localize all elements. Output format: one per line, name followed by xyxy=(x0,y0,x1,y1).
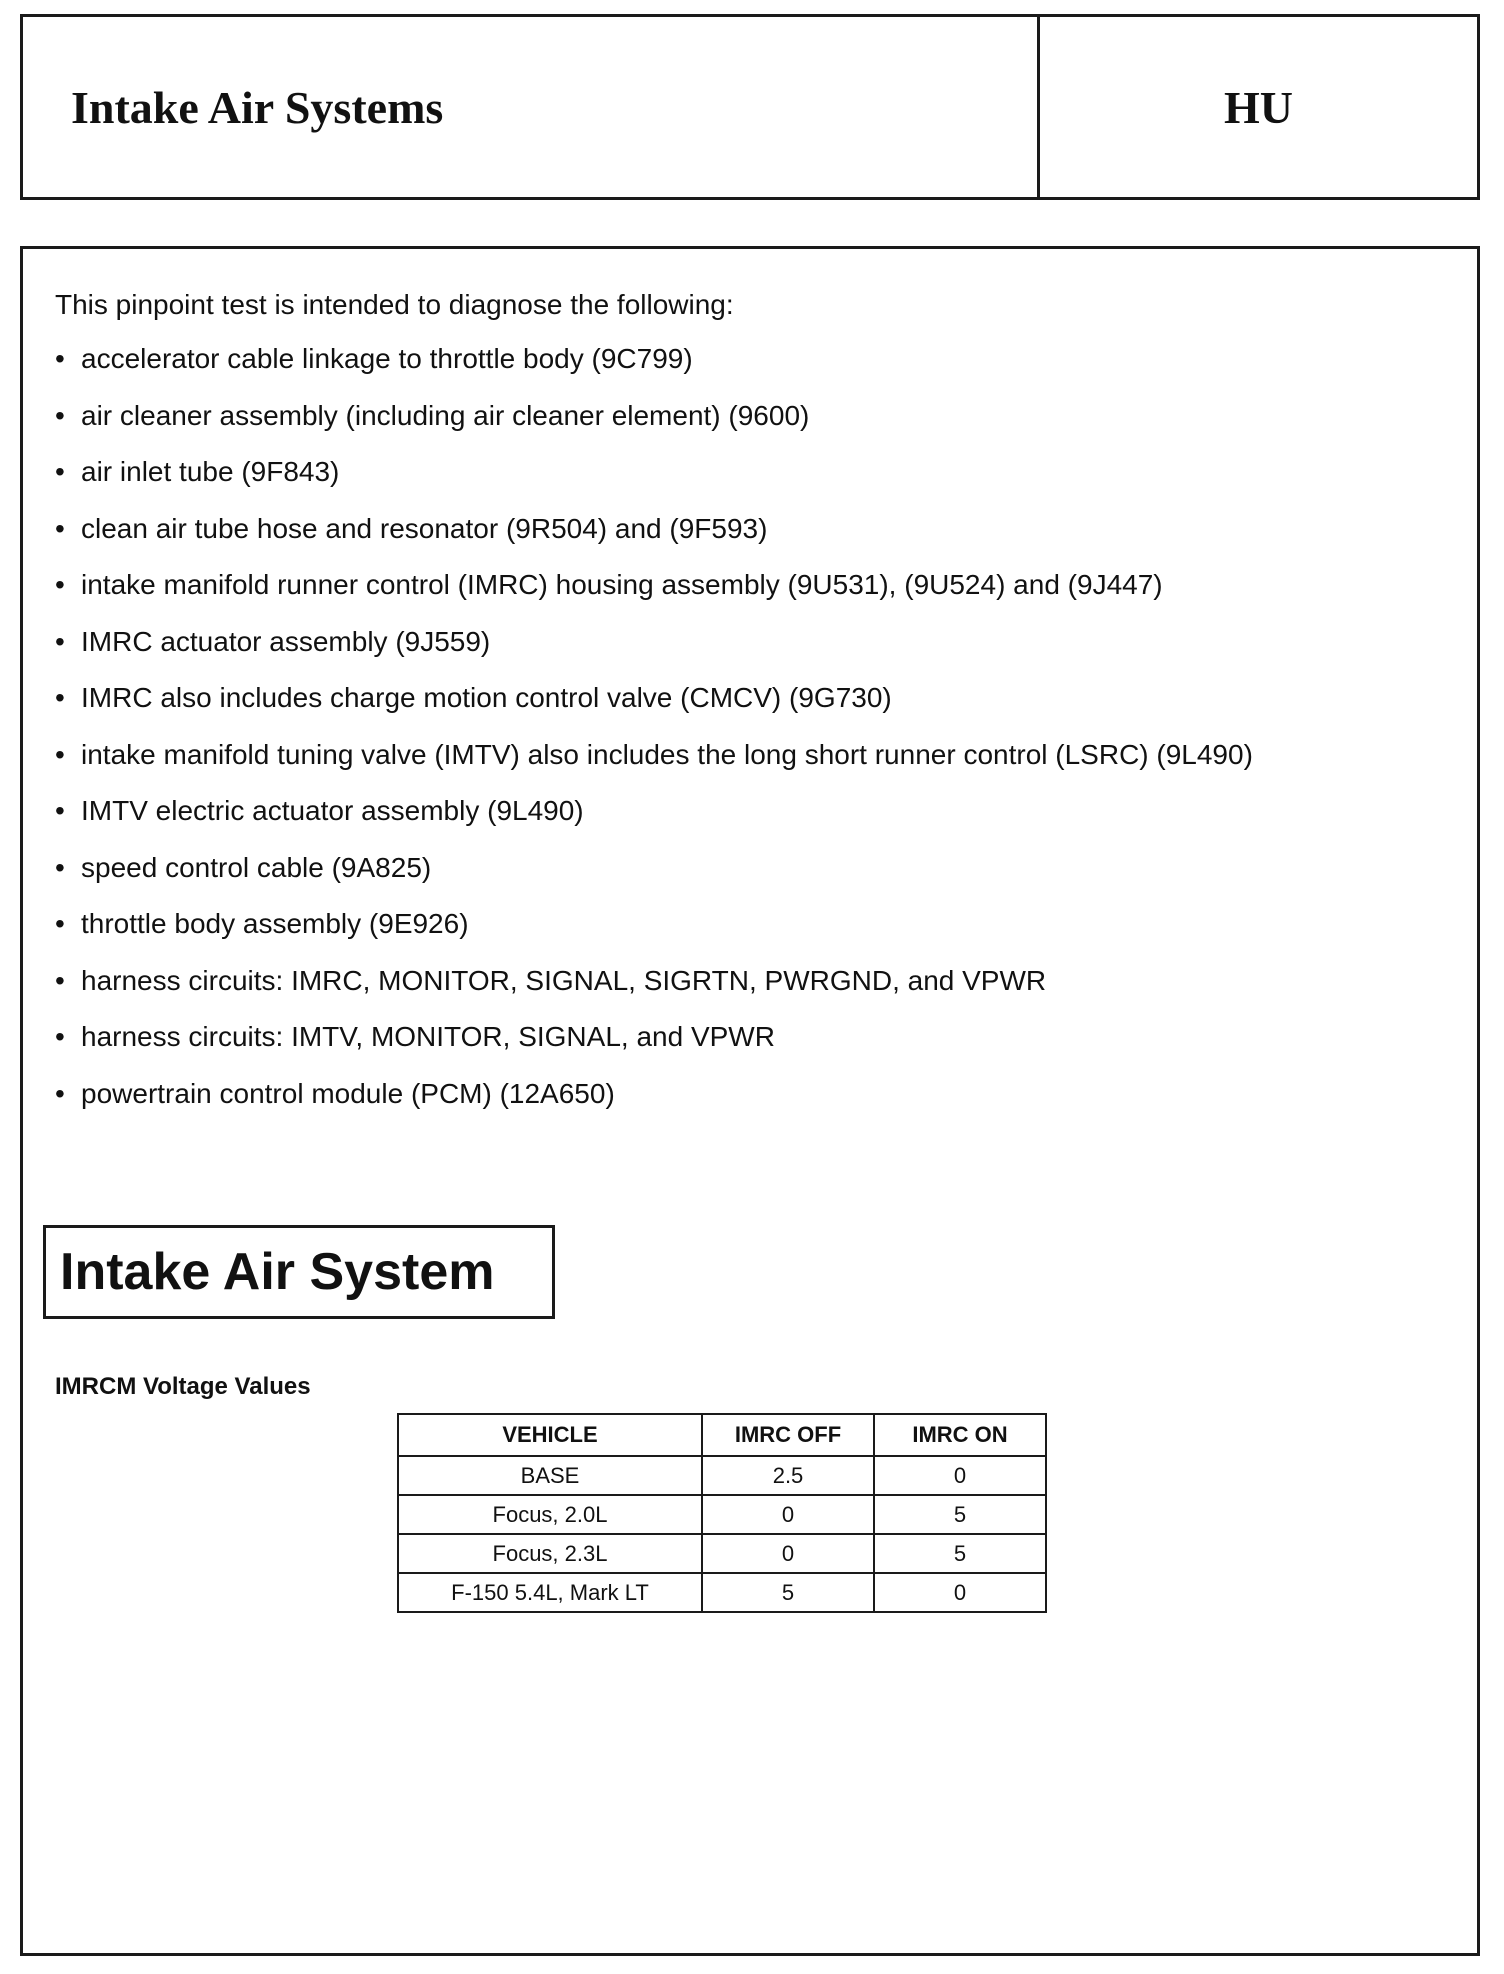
bullet-icon: • xyxy=(55,1021,65,1052)
list-item-text: accelerator cable linkage to throttle body (9C799) xyxy=(81,343,693,374)
list-item-text: air inlet tube (9F843) xyxy=(81,456,340,487)
table-row xyxy=(398,1495,1046,1534)
header-code: HU xyxy=(1224,81,1293,133)
list-item xyxy=(55,964,1253,1024)
list-item xyxy=(55,910,1253,967)
list-item xyxy=(55,738,1253,798)
column-header-vehicle: VEHICLE xyxy=(398,1414,702,1456)
list-item-text: harness circuits: IMRC, MONITOR, SIGNAL, SIGRTN, PWRGND, and VPWR xyxy=(81,964,1047,996)
table-cell: 5 xyxy=(702,1573,874,1612)
table-cell: 0 xyxy=(702,1495,874,1534)
voltage-table xyxy=(397,1413,1047,1613)
list-item xyxy=(55,684,1253,741)
table-row xyxy=(398,1456,1046,1495)
table-cell: 5 xyxy=(874,1495,1046,1534)
list-item xyxy=(55,851,1253,911)
table-cell: 0 xyxy=(702,1534,874,1573)
list-item-text: speed control cable (9A825) xyxy=(81,851,432,883)
diagnosis-list xyxy=(55,345,1253,1136)
bullet-icon: • xyxy=(55,456,65,487)
list-item-text: air cleaner assembly (including air cleaner element) (9600) xyxy=(81,399,810,431)
table-cell: BASE xyxy=(398,1456,702,1495)
table-cell: 0 xyxy=(874,1573,1046,1612)
list-item-text: IMRC actuator assembly (9J559) xyxy=(81,625,491,657)
list-item xyxy=(55,571,1253,628)
bullet-icon: • xyxy=(55,851,65,883)
bullet-icon: • xyxy=(55,512,65,544)
table-title: IMRCM Voltage Values xyxy=(55,1373,311,1400)
list-item xyxy=(55,458,1253,515)
list-item xyxy=(55,1023,1253,1080)
header-title: Intake Air Systems xyxy=(23,17,1040,197)
column-header-imrc-on: IMRC ON xyxy=(874,1414,1046,1456)
list-item-text: powertrain control module (PCM) (12A650) xyxy=(81,1077,615,1109)
table-cell: 5 xyxy=(874,1534,1046,1573)
table-header-row xyxy=(398,1414,1046,1456)
list-item-text: harness circuits: IMTV, MONITOR, SIGNAL, and VPWR xyxy=(81,1021,775,1052)
list-item xyxy=(55,797,1253,854)
list-item-text: throttle body assembly (9E926) xyxy=(81,908,469,939)
table-cell: Focus, 2.3L xyxy=(398,1534,702,1573)
bullet-icon: • xyxy=(55,569,65,600)
bullet-icon: • xyxy=(55,1077,65,1109)
page-header xyxy=(20,14,1480,200)
list-item xyxy=(55,1077,1253,1137)
bullet-icon: • xyxy=(55,908,65,939)
bullet-icon: • xyxy=(55,682,65,713)
bullet-icon: • xyxy=(55,399,65,431)
list-item xyxy=(55,512,1253,572)
table-cell: 0 xyxy=(874,1456,1046,1495)
list-item-text: clean air tube hose and resonator (9R504) and (9F593) xyxy=(81,512,768,544)
table-row xyxy=(398,1534,1046,1573)
list-item-text: intake manifold runner control (IMRC) housing assembly (9U531), (9U524) and (9J447) xyxy=(81,569,1163,600)
list-item-text: IMRC also includes charge motion control valve (CMCV) (9G730) xyxy=(81,682,892,713)
list-item xyxy=(55,399,1253,459)
table-row xyxy=(398,1573,1046,1612)
table-cell: F-150 5.4L, Mark LT xyxy=(398,1573,702,1612)
content-panel xyxy=(20,246,1480,1956)
list-item xyxy=(55,345,1253,402)
table-cell: 2.5 xyxy=(702,1456,874,1495)
list-item-text: intake manifold tuning valve (IMTV) also includes the long short runner control (LSRC) (9L490) xyxy=(81,738,1253,770)
table-cell: Focus, 2.0L xyxy=(398,1495,702,1534)
bullet-icon: • xyxy=(55,343,65,374)
bullet-icon: • xyxy=(55,738,65,770)
list-item-text: IMTV electric actuator assembly (9L490) xyxy=(81,795,584,826)
column-header-imrc-off: IMRC OFF xyxy=(702,1414,874,1456)
bullet-icon: • xyxy=(55,625,65,657)
bullet-icon: • xyxy=(55,964,65,996)
list-item xyxy=(55,625,1253,685)
bullet-icon: • xyxy=(55,795,65,826)
section-title: Intake Air System xyxy=(43,1225,555,1319)
intro-text: This pinpoint test is intended to diagnose the following: xyxy=(55,289,734,320)
